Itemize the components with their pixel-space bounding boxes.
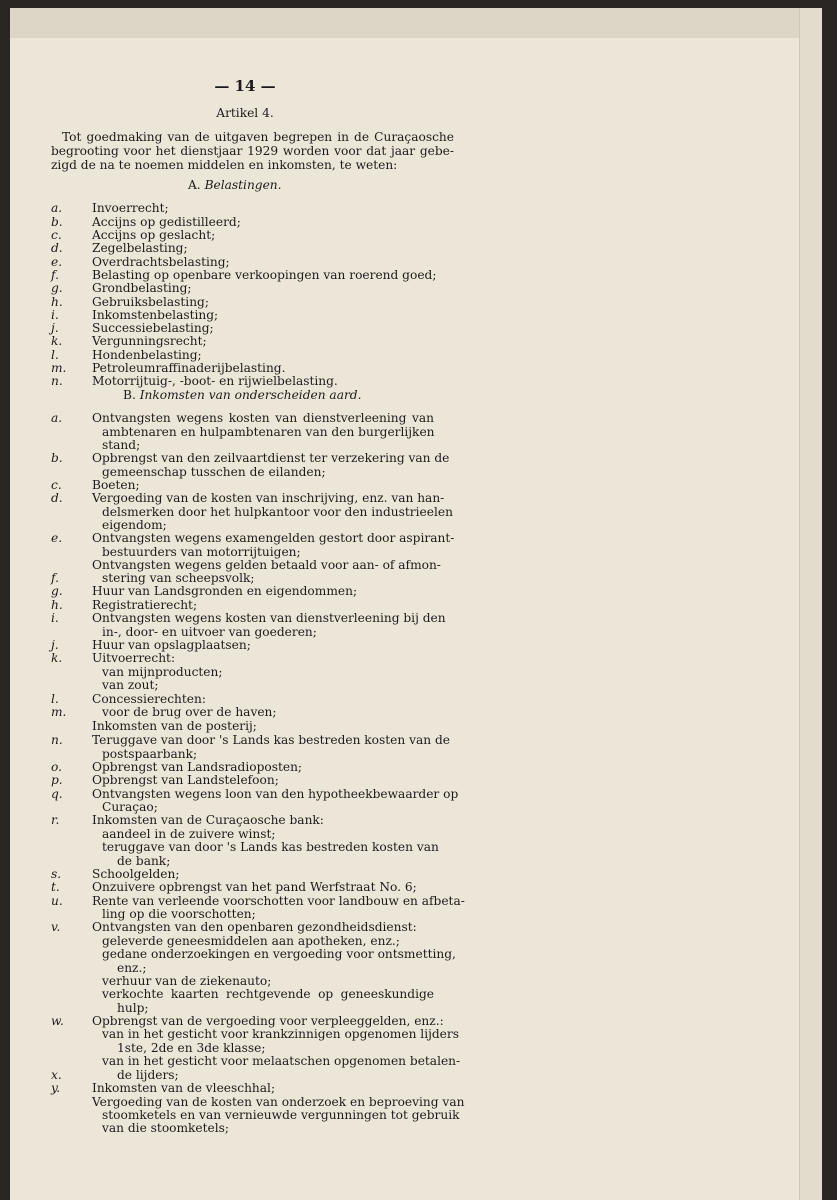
list-line: stering van scheepsvolk; [102, 571, 255, 585]
list-line: postspaarbank; [102, 747, 198, 761]
list-line: Ontvangsten wegens kosten van dienstverleening bij den [92, 611, 446, 625]
list-line: van in het gesticht voor melaatschen opgenomen betalen- [102, 1054, 461, 1068]
item-letter: k. [51, 651, 63, 665]
list-line: voor de brug over de haven; [102, 705, 277, 719]
list-item: Zegelbelasting; [92, 241, 188, 255]
list-line: Inkomsten van de posterij; [92, 719, 257, 733]
item-letter: p. [51, 773, 63, 787]
list-line: hulp; [117, 1001, 149, 1015]
list-item: Hondenbelasting; [92, 348, 202, 362]
list-line: Schoolgelden; [92, 867, 180, 881]
item-letter: r. [51, 813, 60, 827]
list-item: Grondbelasting; [92, 281, 192, 295]
list-item: Invoerrecht; [92, 201, 169, 215]
section-a-title: Belastingen. [204, 178, 282, 192]
list-item: Inkomstenbelasting; [92, 308, 219, 322]
list-item: Vergunningsrecht; [92, 334, 207, 348]
item-letter: s. [51, 867, 62, 881]
list-line: Concessierechten: [92, 692, 206, 706]
item-letter: y. [51, 1081, 61, 1095]
item-letter: i. [51, 308, 59, 322]
list-line: Ontvangsten wegens examengelden gestort door aspirant- [92, 531, 455, 545]
item-letter: l. [51, 692, 59, 706]
list-line: stand; [102, 438, 141, 452]
list-line: de lijders; [117, 1068, 179, 1082]
list-item: Overdrachtsbelasting; [92, 255, 230, 269]
list-line: Uitvoerrecht: [92, 651, 176, 665]
item-letter: b. [51, 215, 63, 229]
page-number: — 14 — [214, 77, 276, 95]
list-line: Huur van Landsgronden en eigendommen; [92, 584, 358, 598]
item-letter: h. [51, 598, 63, 612]
list-line: gemeenschap tusschen de eilanden; [102, 465, 326, 479]
list-line: Boeten; [92, 478, 140, 492]
list-line: van in het gesticht voor krankzinnigen opgenomen lijders [102, 1027, 459, 1041]
list-line: Opbrengst van Landsradioposten; [92, 760, 303, 774]
section-a-heading [188, 179, 282, 193]
list-line: Opbrengst van de vergoeding voor verpleeggelden, enz.: [92, 1014, 444, 1028]
list-line: delsmerken door het hulpkantoor voor den industrieelen [102, 505, 453, 519]
list-line: Vergoeding van de kosten van inschrijving, enz. van han- [92, 491, 445, 505]
list-line: Inkomsten van de Curaçaosche bank: [92, 813, 324, 827]
list-line: verkochte kaarten rechtgevende op geneeskundige [102, 987, 434, 1001]
list-line: gedane onderzoekingen en vergoeding voor ontsmetting, [102, 947, 456, 961]
list-line: Curaçao; [102, 800, 158, 814]
item-letter: x. [51, 1068, 62, 1082]
list-item: Accijns op geslacht; [92, 228, 216, 242]
list-item: Petroleumraffinaderijbelasting. [92, 361, 286, 375]
list-line: ling op die voorschotten; [102, 907, 256, 921]
list-line: enz.; [117, 961, 147, 975]
list-line: van die stoomketels; [102, 1121, 230, 1135]
section-b-title: Inkomsten van onderscheiden aard. [139, 388, 362, 402]
item-letter: d. [51, 491, 63, 505]
scanned-page [10, 8, 822, 1200]
list-line: aandeel in de zuivere winst; [102, 827, 276, 841]
intro-line: zigd de na te noemen middelen en inkomsten, te weten: [51, 158, 398, 172]
list-line: Ontvangsten wegens loon van den hypotheekbewaarder op [92, 787, 459, 801]
list-line: Ontvangsten wegens gelden betaald voor aan- of afmon- [92, 558, 441, 572]
item-letter: k. [51, 334, 63, 348]
item-letter: a. [51, 201, 63, 215]
item-letter: w. [51, 1014, 64, 1028]
item-letter: m. [51, 361, 67, 375]
item-letter: j. [51, 638, 59, 652]
list-line: eigendom; [102, 518, 167, 532]
item-letter: f. [51, 571, 59, 585]
list-line: in-, door- en uitvoer van goederen; [102, 625, 317, 639]
list-line: geleverde geneesmiddelen aan apotheken, enz.; [102, 934, 400, 948]
item-letter: b. [51, 451, 63, 465]
item-letter: a. [51, 411, 63, 425]
list-line: Rente van verleende voorschotten voor landbouw en afbeta- [92, 894, 465, 908]
list-item: Belasting op openbare verkoopingen van roerend goed; [92, 268, 437, 282]
item-letter: g. [51, 584, 63, 598]
list-line: verhuur van de ziekenauto; [102, 974, 272, 988]
item-letter: f. [51, 268, 59, 282]
list-line: Ontvangsten van den openbaren gezondheidsdienst: [92, 920, 417, 934]
article-title: Artikel 4. [216, 106, 274, 120]
item-letter: h. [51, 295, 63, 309]
list-line: Opbrengst van den zeilvaartdienst ter verzekering van de [92, 451, 450, 465]
item-letter: n. [51, 733, 63, 747]
list-line: 1ste, 2de en 3de klasse; [117, 1041, 266, 1055]
list-line: stoomketels en van vernieuwde vergunningen tot gebruik [102, 1108, 460, 1122]
list-item: Accijns op gedistilleerd; [92, 215, 241, 229]
list-line: Onzuivere opbrengst van het pand Werfstraat No. 6; [92, 880, 417, 894]
item-letter: m. [51, 705, 67, 719]
item-letter: n. [51, 374, 63, 388]
list-item: Successiebelasting; [92, 321, 214, 335]
intro-line: Tot goedmaking van de uitgaven begrepen in de Curaçaosche [62, 130, 454, 144]
list-line: Opbrengst van Landstelefoon; [92, 773, 279, 787]
list-line: teruggave van door 's Lands kas bestreden kosten van [102, 840, 439, 854]
list-line: bestuurders van motorrijtuigen; [102, 545, 301, 559]
list-line: Ontvangsten wegens kosten van dienstverleening van [92, 411, 434, 425]
section-a-prefix: A. [188, 178, 201, 192]
section-b-prefix: B. [123, 388, 136, 402]
list-line: van zout; [102, 678, 159, 692]
item-letter: c. [51, 478, 62, 492]
item-letter: q. [51, 787, 63, 801]
item-letter: i. [51, 611, 59, 625]
list-line: van mijnproducten; [102, 665, 223, 679]
section-b-heading [123, 389, 361, 403]
list-line: de bank; [117, 854, 171, 868]
item-letter: d. [51, 241, 63, 255]
item-letter: t. [51, 880, 60, 894]
list-line: Registratierecht; [92, 598, 198, 612]
item-letter: g. [51, 281, 63, 295]
item-letter: e. [51, 531, 63, 545]
list-line: Huur van opslagplaatsen; [92, 638, 251, 652]
item-letter: o. [51, 760, 62, 774]
list-line: Vergoeding van de kosten van onderzoek en beproeving van [92, 1095, 465, 1109]
intro-line: begrooting voor het dienstjaar 1929 worden voor dat jaar gebe- [51, 144, 454, 158]
list-item: Gebruiksbelasting; [92, 295, 209, 309]
item-letter: c. [51, 228, 62, 242]
document-body [10, 8, 822, 1200]
item-letter: u. [51, 894, 63, 908]
item-letter: v. [51, 920, 61, 934]
item-letter: l. [51, 348, 59, 362]
item-letter: e. [51, 255, 63, 269]
item-letter: j. [51, 321, 59, 335]
list-line: Inkomsten van de vleeschhal; [92, 1081, 276, 1095]
list-line: ambtenaren en hulpambtenaren van den burgerlijken [102, 425, 435, 439]
list-line: Teruggave van door 's Lands kas bestreden kosten van de [92, 733, 451, 747]
list-item: Motorrijtuig-, -boot- en rijwielbelasting. [92, 374, 338, 388]
